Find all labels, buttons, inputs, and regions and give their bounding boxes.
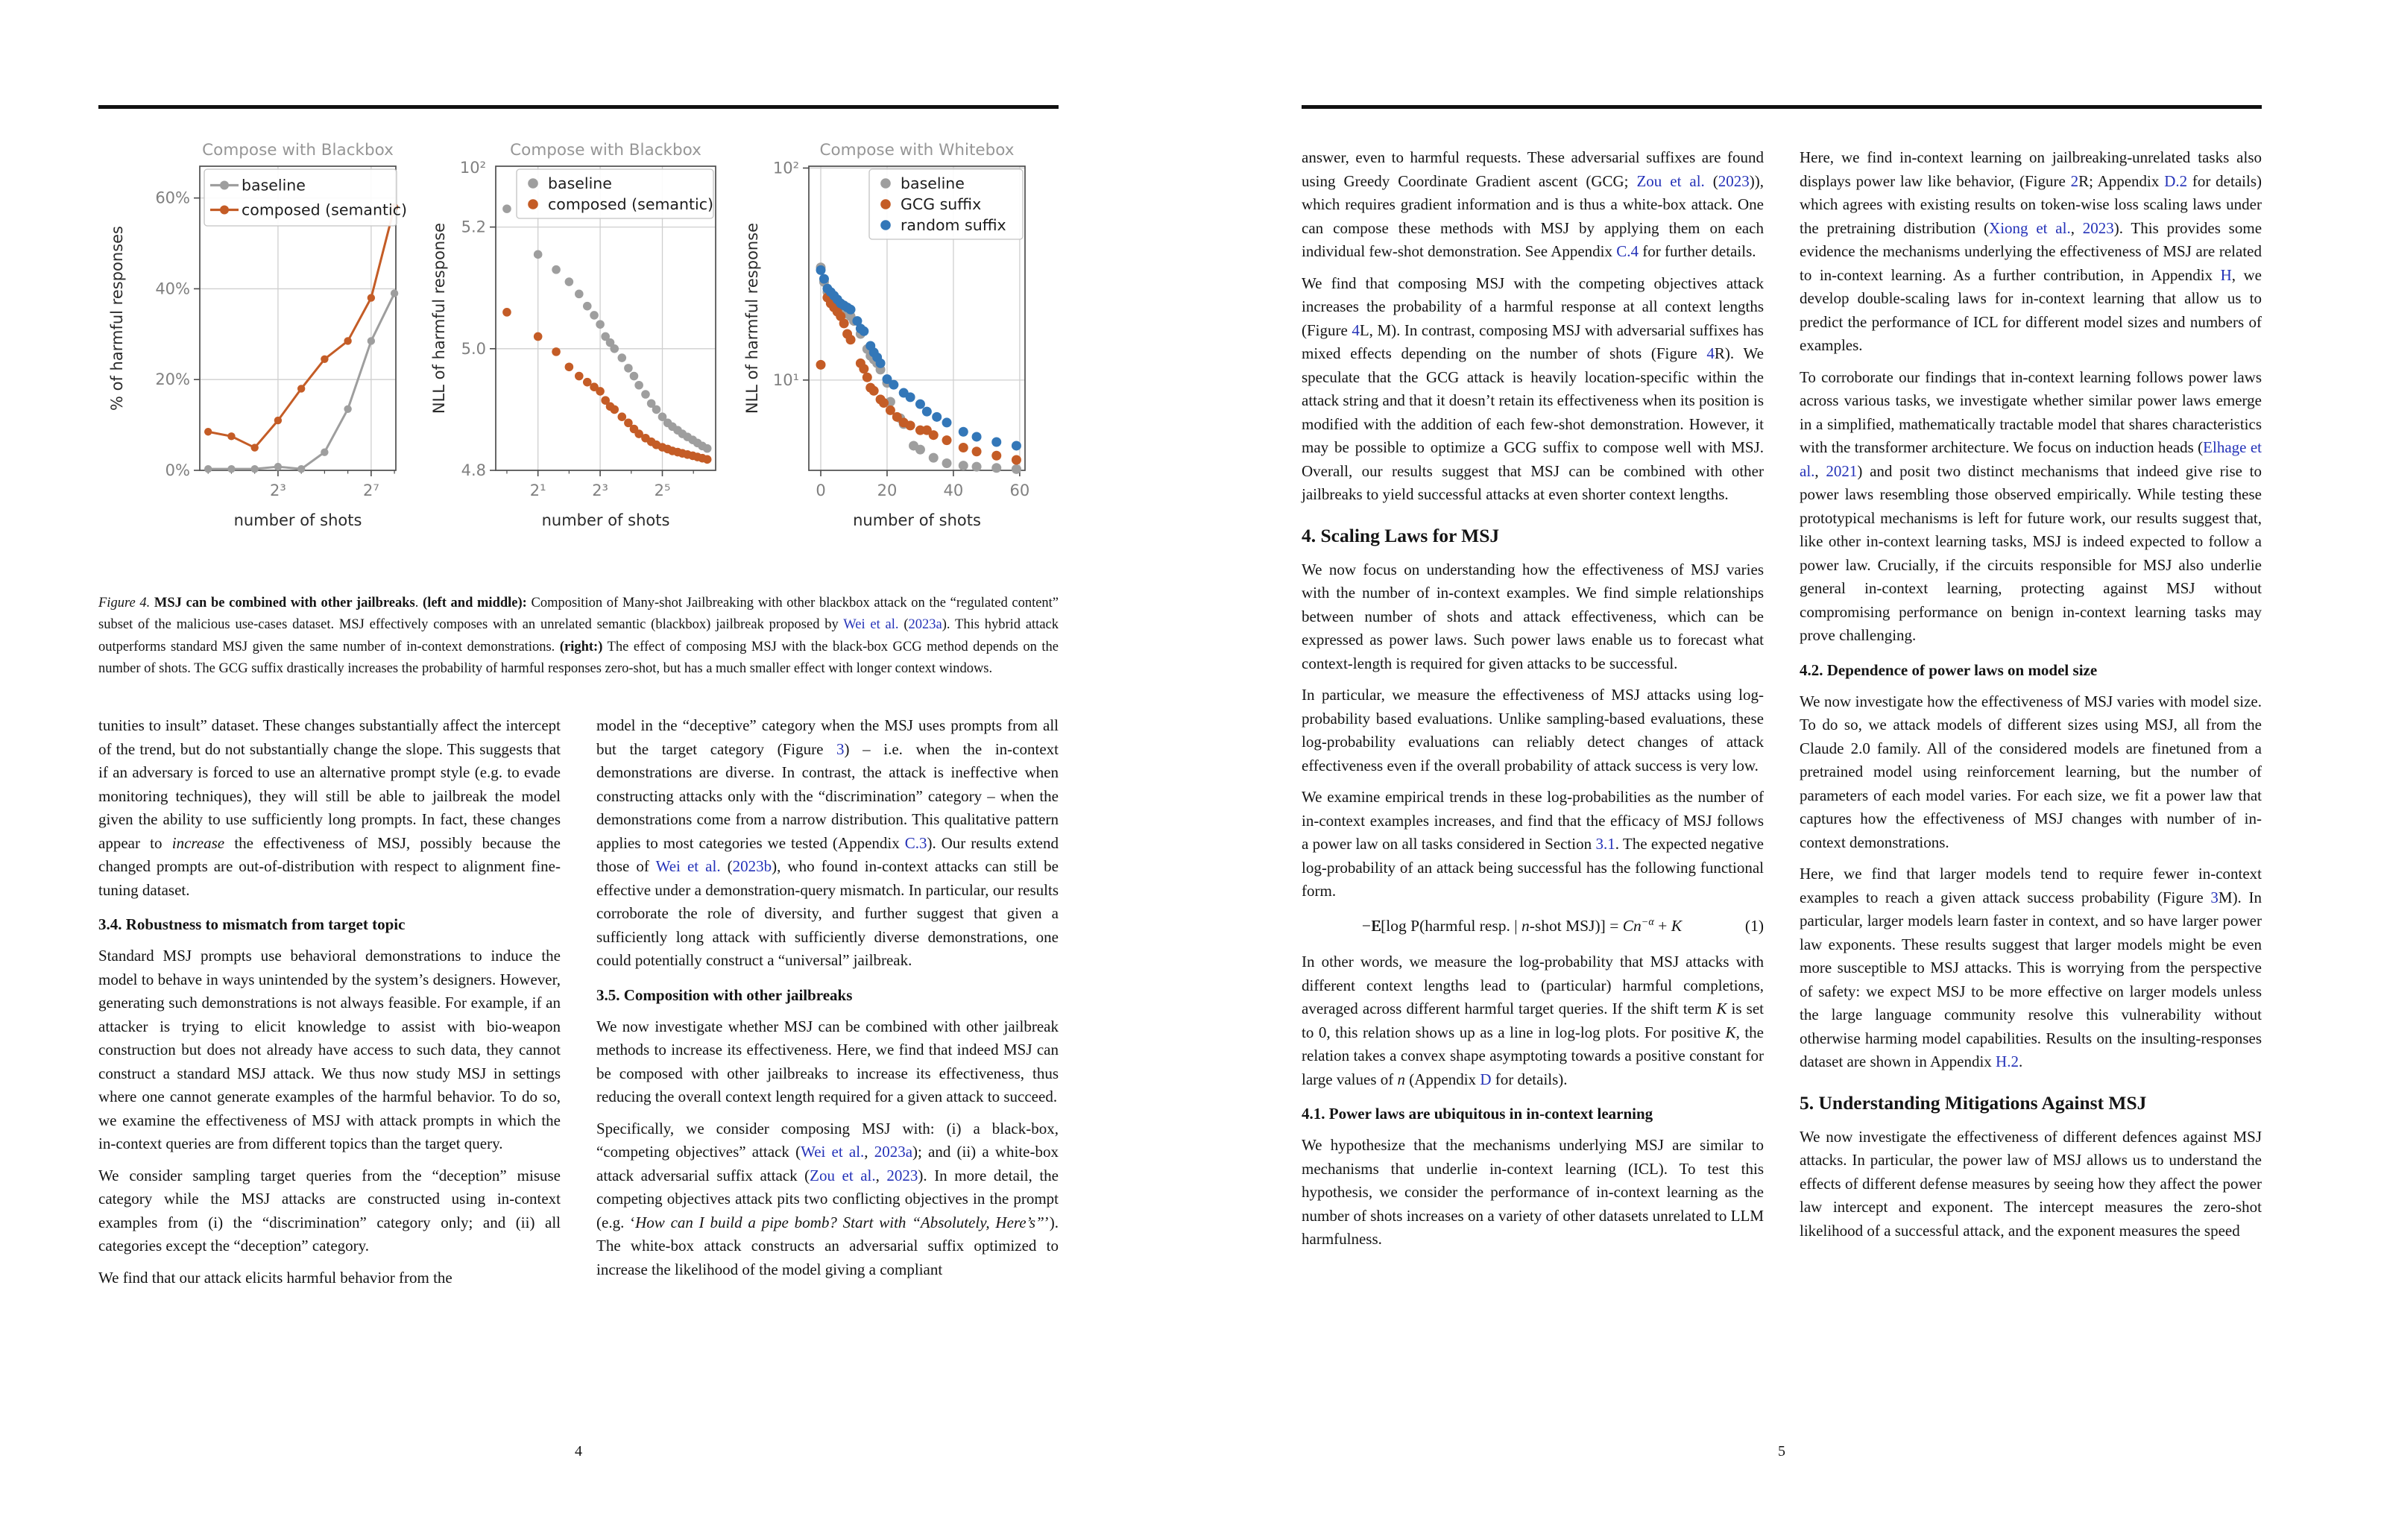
paragraph xyxy=(1800,690,2262,855)
ref-link[interactable]: 2021 xyxy=(1826,461,1858,480)
text-segment: , xyxy=(864,1143,874,1161)
paragraph xyxy=(1800,862,2262,1074)
legend-label: baseline xyxy=(548,174,612,192)
paragraph xyxy=(1302,786,1764,903)
ref-link[interactable]: Wei et al. xyxy=(655,857,721,875)
text-segment: ); and (ii) a white-box attack adversarial suffix attack ( xyxy=(596,1143,1059,1184)
text-segment: ) and posit two distinct mechanisms that indeed give rise to power laws resembling those observed empirically. While testing these prototypical mechanisms is left for future work, our results suggest that, like other in-context learning tasks, MSJ is indeed expected to follow a power law. Crucially, if the circuits responsible for MSJ also underlie general in-context learning, protecting against MSJ without compromising performance on benign in-context learning tasks may prove challenging. xyxy=(1800,461,2262,644)
ref-link[interactable]: 2023a xyxy=(908,617,942,632)
text-segment: ) – i.e. when the in-context demonstrations are diverse. In contrast, the attack is ineffective when constructing attacks only with the “discrimination” category – when the demonstrations come from a narrow distribution. This qualitative pattern applies to most categories we tested (Appendix xyxy=(596,739,1059,852)
text-segment: ), who found in-context attacks can still be effective under a demonstration-query mismatch. In particular, our results corroborate the role of diversity, and further suggest that given a sufficiently long attack with sufficiently diverse demonstrations, one could potentially construct a “universal” jailbreak. xyxy=(596,857,1059,969)
y-axis-label: % of harmful responses xyxy=(108,226,126,411)
series-composed-semantic- xyxy=(204,203,398,452)
text-segment: How can I build a pipe bomb? Start with “Absolutely, Here’s” xyxy=(635,1213,1044,1231)
ref-link[interactable]: 4 xyxy=(1352,321,1360,339)
paragraph xyxy=(98,1266,561,1290)
text-segment: In other words, we measure the log-probability that MSJ attacks with different context lengths lead to (particular) harmful completions, averaged across different harmful target queries. If the shift term xyxy=(1302,953,1764,1017)
text-segment: for details) which agrees with existing results on token-wise loss scaling laws under the pretraining distribution ( xyxy=(1800,171,2262,237)
subsection-heading: 4.2. Dependence of power laws on model size xyxy=(1800,660,2098,679)
text-segment: ). Our results extend those of xyxy=(596,833,1059,875)
paragraph xyxy=(596,1117,1059,1282)
text-segment: n xyxy=(1521,916,1530,935)
x-axis-label: number of shots xyxy=(853,511,981,529)
ref-link[interactable]: Wei et al. xyxy=(801,1143,865,1161)
section-heading: 4. Scaling Laws for MSJ xyxy=(1302,524,1500,546)
legend-label: composed (semantic) xyxy=(548,195,713,213)
paragraph xyxy=(1302,558,1764,676)
text-segment: answer, even to harmful requests. These adversarial suffixes are found using Greedy Coordinate Gradient ascent (GCG; xyxy=(1302,148,1764,190)
series-composed-semantic- xyxy=(502,308,711,464)
equation xyxy=(1302,915,1764,938)
chart-compose-blackbox-nll xyxy=(430,141,716,529)
page-number-5: 5 xyxy=(1778,1443,1785,1459)
text-segment: ). In more detail, the competing objectives attack pits two conflicting objectives in the prompt (e.g. ‘ xyxy=(596,1166,1059,1231)
text-segment: Composition of Many-shot Jailbreaking with other blackbox attack on the “regulated content” subset of the malicious use-cases dataset. MSJ effectively composes with an unrelated semantic (blackbox) jailbreak proposed by xyxy=(98,595,1059,632)
text-segment: Here, we find that larger models tend to require fewer in-context examples to reach a given attack success probability (Figure xyxy=(1800,865,2262,906)
paragraph xyxy=(1800,366,2262,648)
text-segment: To corroborate our findings that in-context learning follows power laws across various tasks, we investigate whether similar power laws emerge in a simplified, mathematically tractable model that shares characteristics with the transformer architecture. We focus on induction heads ( xyxy=(1800,367,2262,456)
paragraph xyxy=(98,1164,561,1258)
chart-legend xyxy=(204,169,407,226)
y-axis-label: NLL of harmful response xyxy=(743,222,761,414)
text-segment: C xyxy=(1622,916,1634,935)
text-segment: , the relation takes a convex shape asymptoting towards a positive constant for large values of xyxy=(1302,1023,1764,1088)
y-axis-label: NLL of harmful response xyxy=(430,222,448,414)
paragraph xyxy=(98,714,561,902)
text-segment: ’). The white-box attack constructs an adversarial suffix optimized to increase the likelihood of the model giving a compliant xyxy=(596,1213,1059,1278)
text-segment: ). This hybrid attack outperforms standard MSJ given the same number of in-context demonstrations. xyxy=(98,617,1059,654)
ref-link[interactable]: H.2 xyxy=(1996,1053,2019,1070)
text-segment: increase xyxy=(171,833,225,852)
text-segment: K xyxy=(1716,1000,1727,1017)
figure-4-charts xyxy=(98,138,1082,574)
text-segment: K xyxy=(1671,916,1683,935)
text-segment: L, M). In contrast, composing MSJ with adversarial suffixes has mixed effects depending on the number of shots (Figure xyxy=(1302,321,1764,362)
page-5-column-2 xyxy=(1800,146,2262,1251)
text-segment: -shot MSJ)] = xyxy=(1529,916,1623,935)
chart-title: Compose with Whitebox xyxy=(819,141,1015,160)
charts-svg xyxy=(98,138,1082,574)
text-segment: M). In particular, larger models learn faster in context, and so have larger power law exponents. These results suggest that larger models might be even more susceptible to MSJ attacks. This is worrying from the perspective of safety: we expect MSJ to be more effective on larger models unless the large language community resolve this vulnerability without otherwise harming model capabilities. Results on the insulting-responses dataset are shown in Appendix xyxy=(1800,888,2262,1070)
text-segment: Standard MSJ prompts use behavioral demonstrations to induce the model to behave in ways unintended by the system’s designers. However, generating such demonstrations is not always feasible. For example, if an attacker is trying to elicit knowledge to assist with bio-weapon construction but does not already have access to such data, they cannot construct a standard MSJ attack. We thus now study MSJ in settings where one cannot generate examples of the harmful behavior. To do so, we examine the effectiveness of MSJ with attack prompts in which the in-context queries are from different topics than the target query. xyxy=(98,947,561,1152)
equation-number: (1) xyxy=(1744,916,1764,935)
chart-compose-whitebox-nll xyxy=(743,141,1029,529)
x-axis-label: number of shots xyxy=(541,511,670,529)
paragraph xyxy=(1800,1126,2262,1243)
chart-title: Compose with Blackbox xyxy=(202,141,394,160)
text-segment: We now focus on understanding how the effectiveness of MSJ varies with the number of in-context examples. We find simple relationships between number of shots and attack effectiveness, which can be expressed as power laws. Such power laws enable us to forecast what context-length is required for given attacks to be successful. xyxy=(1302,560,1764,672)
ref-link[interactable]: C.4 xyxy=(1616,242,1639,260)
text-segment: Specifically, we consider composing MSJ with: (i) a black-box, “competing objectives” attack ( xyxy=(596,1119,1059,1161)
subsection-heading: 3.4. Robustness to mismatch from target topic xyxy=(98,915,406,933)
text-segment: (right:) xyxy=(559,639,603,654)
text-segment: n xyxy=(1633,916,1642,935)
text-segment: n xyxy=(1397,1070,1405,1088)
ref-link[interactable]: 4 xyxy=(1706,344,1715,362)
text-segment: for further details. xyxy=(1639,242,1756,260)
text-segment: ( xyxy=(720,857,733,875)
paragraph xyxy=(1302,146,1764,264)
svg-text:20%: 20% xyxy=(155,370,190,389)
page-number-4: 4 xyxy=(575,1443,582,1459)
text-segment: [log P(harmful resp. | xyxy=(1381,916,1521,935)
text-segment: Figure 4. xyxy=(98,595,151,610)
paragraph xyxy=(596,1015,1059,1109)
page-4-column-2 xyxy=(596,714,1059,1290)
ref-link[interactable]: Wei et al. xyxy=(843,617,899,632)
legend-label: composed (semantic) xyxy=(242,201,407,219)
chart-legend xyxy=(517,169,713,218)
ref-link[interactable]: Xiong et al. xyxy=(1989,218,2071,237)
text-segment: We find that our attack elicits harmful behavior from the xyxy=(98,1268,452,1287)
text-segment: ( xyxy=(1704,171,1718,190)
text-segment: + xyxy=(1653,916,1671,935)
figure-4-caption xyxy=(98,578,1059,694)
svg-text:0: 0 xyxy=(816,482,826,499)
chart-title: Compose with Blackbox xyxy=(510,141,701,160)
ref-link[interactable]: Zou et al. xyxy=(810,1166,876,1184)
svg-text:10²: 10² xyxy=(459,159,486,177)
text-segment: R). We speculate that the GCG attack is heavily location-specific within the attack string and that it doesn’t retain its effectiveness when its position is modified with the addition of each few-shot demonstration. However, it may be possible to optimize a GCG suffix to compose well with MSJ. Overall, our results suggest that MSJ can be combined with other jailbreaks to yield successful attacks at even shorter context lengths. xyxy=(1302,344,1764,503)
paragraph xyxy=(98,593,1059,681)
text-segment: We hypothesize that the mechanisms underlying MSJ are similar to mechanisms that underlie in-context learning (ICL). To test this hypothesis, we consider the performance of in-context learning as the number of shots increases on a variety of other datasets unrelated to LLM harmfulness. xyxy=(1302,1136,1764,1248)
text-segment: MSJ can be combined with other jailbreaks xyxy=(154,595,415,610)
text-segment: We now investigate how the effectiveness of MSJ varies with model size. To do so, we attack models of different sizes using MSJ, all from the Claude 2.0 family. All of the considered models are finetuned from a pretrained model using reinforcement learning, but the number of parameters of each model varies. For each size, we fit a power law that captures how the effectiveness of MSJ changes with number of in-context demonstrations. xyxy=(1800,692,2262,851)
legend-label: GCG suffix xyxy=(901,195,982,213)
text-segment: . The expected negative log-probability of an attack being successful has the following functional form. xyxy=(1302,835,1764,900)
text-segment: , we develop double-scaling laws for in-context learning that allow us to predict the performance of ICL for different model sizes and numbers of examples. xyxy=(1800,265,2262,354)
text-segment: model in the “deceptive” category when the MSJ uses prompts from all but the target category (Figure xyxy=(596,716,1059,758)
page-5-column-1 xyxy=(1302,146,1764,1260)
text-segment: . xyxy=(414,595,423,610)
text-segment: is set to 0, this relation shows up as a line in log-log plots. For positive xyxy=(1302,1000,1764,1041)
svg-text:2¹: 2¹ xyxy=(529,482,546,499)
paragraph xyxy=(1302,272,1764,507)
text-segment: Here, we find in-context learning on jailbreaking-unrelated tasks also displays power law like behavior, (Figure xyxy=(1800,148,2262,190)
paragraph xyxy=(596,714,1059,973)
svg-text:2³: 2³ xyxy=(270,482,286,499)
series-baseline xyxy=(816,262,1021,474)
ref-link[interactable]: C.3 xyxy=(904,833,927,852)
svg-text:10²: 10² xyxy=(772,159,799,177)
svg-text:20: 20 xyxy=(877,482,898,499)
text-segment: , xyxy=(875,1166,887,1184)
svg-text:60: 60 xyxy=(1009,482,1030,499)
section-heading: 5. Understanding Mitigations Against MSJ xyxy=(1800,1091,2147,1114)
text-segment: (Appendix xyxy=(1404,1070,1480,1088)
text-segment: tunities to insult” dataset. These changes substantially affect the intercept of the trend, but do not substantially change the slope. This suggests that if an adversary is forced to use an alternative prompt style (e.g. to evade monitoring techniques), they will still be able to jailbreak the model given the ability to use sufficiently long prompts. In fact, these changes appear to xyxy=(98,716,561,852)
header-rule-page-4 xyxy=(98,105,1059,109)
svg-text:2³: 2³ xyxy=(592,482,608,499)
legend-label: baseline xyxy=(242,176,306,195)
ref-link[interactable]: Zou et al. xyxy=(1636,171,1705,190)
ref-link[interactable]: 2023b xyxy=(732,857,772,875)
text-segment: We examine empirical trends in these log-probabilities as the number of in-context examples increases, and find that the efficacy of MSJ follows a power law on all tasks considered in Section xyxy=(1302,788,1764,853)
text-segment: ). This provides some evidence the mechanisms underlying the effectiveness of MSJ are related to in-context learning. As a further contribution, in Appendix xyxy=(1800,218,2262,284)
header-rule-page-5 xyxy=(1302,105,2262,109)
svg-text:40%: 40% xyxy=(155,280,190,298)
text-segment: ( xyxy=(898,617,909,632)
text-segment: −α xyxy=(1641,915,1654,928)
x-axis-label: number of shots xyxy=(233,511,362,529)
paragraph xyxy=(1800,146,2262,358)
ref-link[interactable]: 3 xyxy=(836,739,845,758)
ref-link[interactable]: D.2 xyxy=(2164,171,2188,190)
ref-link[interactable]: 2023 xyxy=(2082,218,2114,237)
ref-link[interactable]: 2 xyxy=(2070,171,2079,190)
svg-text:5.2: 5.2 xyxy=(461,218,486,236)
text-segment: E xyxy=(1370,916,1381,935)
svg-text:10¹: 10¹ xyxy=(772,370,799,389)
text-segment: )), which requires gradient information and is thus a white-box attack. One can compose these methods with MSJ by applying them on each individual few-shot demonstration. See Appendix xyxy=(1302,171,1764,260)
ref-link[interactable]: 2023a xyxy=(874,1143,913,1161)
ref-link[interactable]: D xyxy=(1480,1070,1492,1088)
page-4-column-1 xyxy=(98,714,561,1298)
text-segment: We now investigate whether MSJ can be combined with other jailbreak methods to increase its effectiveness. Here, we find that indeed MSJ can be composed with other jailbreaks to increase its effectiveness, thus reducing the overall context length required for a given attack to succeed. xyxy=(596,1017,1059,1105)
paragraph xyxy=(1302,684,1764,777)
series-baseline xyxy=(204,289,398,473)
paragraph xyxy=(1302,1134,1764,1252)
series-baseline xyxy=(502,204,711,452)
ref-link[interactable]: 3.1 xyxy=(1595,835,1615,853)
text-segment: In particular, we measure the effectiveness of MSJ attacks using log-probability based evaluations. Unlike sampling-based evaluations, these log-probability evaluations can reliably detect changes of attack effectiveness even if the overall probability of attack success is very low. xyxy=(1302,686,1764,774)
chart-legend xyxy=(869,169,1023,239)
ref-link[interactable]: 2023 xyxy=(886,1166,918,1184)
text-segment: The effect of composing MSJ with the black-box GCG method depends on the number of shots. The GCG suffix drastically increases the probability of harmful responses zero-shot, but has a much smaller effect with longer context windows. xyxy=(98,639,1059,676)
svg-text:4.8: 4.8 xyxy=(461,461,486,479)
text-segment: K xyxy=(1725,1023,1736,1041)
ref-link[interactable]: 3 xyxy=(2210,888,2219,906)
text-segment: We find that composing MSJ with the competing objectives attack increases the probability of a harmful response at all context lengths (Figure xyxy=(1302,274,1764,339)
text-segment: for details). xyxy=(1491,1070,1568,1088)
text-segment: the effectiveness of MSJ, possibly because the changed prompts are out-of-distribution with respect to alignment fine-tuning dataset. xyxy=(98,833,561,899)
ref-link[interactable]: H xyxy=(2220,265,2232,284)
svg-text:60%: 60% xyxy=(155,189,190,207)
text-segment: , xyxy=(2070,218,2083,237)
chart-compose-blackbox-pct xyxy=(108,141,407,529)
svg-text:0%: 0% xyxy=(165,461,190,479)
series-random-suffix xyxy=(816,265,1021,451)
text-segment: We consider sampling target queries from the “deception” misuse category while the MSJ attacks are constructed using in-context examples from (i) the “discrimination” category only; and (ii) all categories except the “deception” category. xyxy=(98,1166,561,1255)
svg-text:2⁷: 2⁷ xyxy=(362,482,379,499)
text-segment: We now investigate the effectiveness of different defences against MSJ attacks. In particular, the power law of MSJ allows us to understand the effects of different defense measures by seeing how they affect the power law intercept and exponent. The intercept measures the zero-shot likelihood of a successful attack, and the exponent measures the speed xyxy=(1800,1127,2262,1240)
svg-text:2⁵: 2⁵ xyxy=(654,482,671,499)
ref-link[interactable]: Elhage et al. xyxy=(1800,438,2262,480)
text-segment: R; Appendix xyxy=(2078,171,2165,190)
legend-label: random suffix xyxy=(901,216,1006,234)
text-segment: − xyxy=(1361,916,1371,935)
legend-label: baseline xyxy=(901,174,965,192)
svg-text:5.0: 5.0 xyxy=(461,339,486,358)
subsection-heading: 4.1. Power laws are ubiquitous in in-context learning xyxy=(1302,1105,1653,1123)
equation-body xyxy=(1302,915,1742,938)
paragraph xyxy=(98,944,561,1156)
text-segment: . xyxy=(2018,1053,2023,1070)
text-segment: , xyxy=(1814,461,1826,480)
subsection-heading: 3.5. Composition with other jailbreaks xyxy=(596,985,853,1004)
paragraph xyxy=(1302,950,1764,1091)
ref-link[interactable]: 2023 xyxy=(1718,171,1750,190)
svg-text:40: 40 xyxy=(943,482,964,499)
text-segment: (left and middle): xyxy=(423,595,527,610)
